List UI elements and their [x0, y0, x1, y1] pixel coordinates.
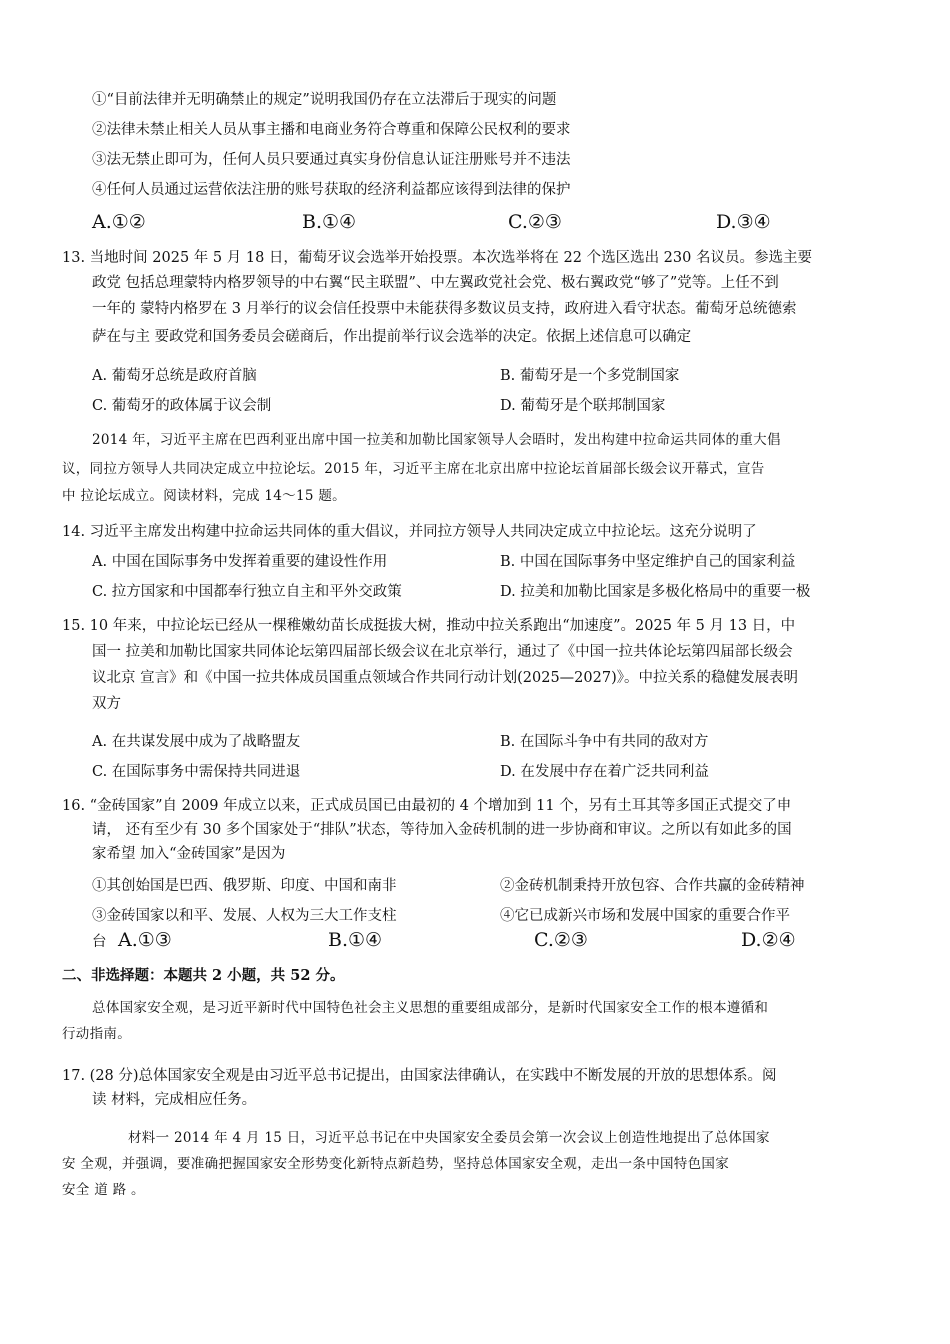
q17-stem-line-2: 读 材料，完成相应任务。 [92, 1092, 257, 1108]
q15-stem-line-1: 15. 10 年来，中拉论坛已经从一棵稚嫩幼苗长成挺拔大树，推动中拉关系跑出“加速度”。2025 年 5 月 13 日，中 [62, 618, 796, 634]
q17-material-1-line-1: 材料一 2014 年 4 月 15 日，习近平总书记在中央国家安全委员会第一次会议上创造性地提出了总体国家 [128, 1130, 770, 1146]
q13-stem-line-1: 13. 当地时间 2025 年 5 月 18 日，葡萄牙议会选举开始投票。本次选举将在 22 个选区选出 230 名议员。参选主要 [62, 250, 812, 266]
q13-stem-line-3: 一年的 蒙特内格罗在 3 月举行的议会信任投票中未能获得多数议员支持，政府进入看守状态。葡萄牙总统德索 [92, 301, 797, 317]
q12-statement-3: ③法无禁止即可为，任何人员只要通过真实身份信息认证注册账号并不违法 [92, 152, 571, 168]
q12-statement-1: ①“目前法律并无明确禁止的规定”说明我国仍存在立法滞后于现实的问题 [92, 92, 557, 108]
q14-option-b[interactable]: B. 中国在国际事务中坚定维护自己的国家利益 [500, 554, 796, 570]
material-14-15-line-3: 中 拉论坛成立。阅读材料，完成 14～15 题。 [62, 488, 346, 504]
section-2-intro-line-2: 行动指南。 [62, 1026, 131, 1042]
q16-statement-4: ④它已成新兴市场和发展中国家的重要合作平 [500, 908, 790, 924]
q13-option-d[interactable]: D. 葡萄牙是个联邦制国家 [500, 398, 666, 414]
q15-stem-line-3: 议北京 宣言》和《中国一拉共体成员国重点领域合作共同行动计划(2025—2027)》。中拉关系的稳健发展表明 [92, 670, 798, 686]
q15-stem-line-4: 双方 [92, 696, 121, 712]
q12-option-c[interactable]: C.②③ [508, 211, 562, 233]
q12-statement-2: ②法律未禁止相关人员从事主播和电商业务符合尊重和保障公民权利的要求 [92, 122, 571, 138]
q16-option-a[interactable]: A.①③ [118, 929, 172, 951]
q16-stem-line-3: 家希望 加入“金砖国家”是因为 [92, 846, 286, 862]
q15-stem-line-2: 国一 拉美和加勒比国家共同体论坛第四届部长级会议在北京举行，通过了《中国一拉共体论坛第四届部长级会 [92, 644, 793, 660]
q15-option-c[interactable]: C. 在国际事务中需保持共同进退 [92, 764, 301, 780]
q15-option-d[interactable]: D. 在发展中存在着广泛共同利益 [500, 764, 709, 780]
q17-material-1-line-3: 安全 道 路 。 [62, 1182, 145, 1198]
q16-option-d[interactable]: D.②④ [741, 929, 796, 951]
q16-option-b[interactable]: B.①④ [328, 929, 383, 951]
material-14-15-line-2: 议，同拉方领导人共同决定成立中拉论坛。2015 年，习近平主席在北京出席中拉论坛首届部长级会议开幕式，宣告 [62, 461, 765, 477]
q13-stem-line-4: 萨在与主 要政党和国务委员会磋商后，作出提前举行议会选举的决定。依据上述信息可以确定 [92, 329, 692, 345]
q15-option-a[interactable]: A. 在共谋发展中成为了战略盟友 [92, 734, 301, 750]
q12-option-a[interactable]: A.①② [92, 211, 146, 233]
q13-option-c[interactable]: C. 葡萄牙的政体属于议会制 [92, 398, 272, 414]
section-2-title: 二、非选择题：本题共 2 小题，共 52 分。 [62, 967, 345, 984]
q14-option-c[interactable]: C. 拉方国家和中国都奉行独立自主和平外交政策 [92, 584, 402, 600]
q17-stem-line-1: 17. (28 分)总体国家安全观是由习近平总书记提出，由国家法律确认，在实践中不断发展的开放的思想体系。阅 [62, 1068, 777, 1084]
material-14-15-line-1: 2014 年，习近平主席在巴西利亚出席中国一拉美和加勒比国家领导人会晤时，发出构建中拉命运共同体的重大倡 [92, 432, 781, 448]
q17-material-1-line-2: 安 全观，并强调，要准确把握国家安全形势变化新特点新趋势，坚持总体国家安全观，走出一条中国特色国家 [62, 1156, 729, 1172]
q16-statement-4-continued: 台 [92, 934, 107, 950]
q13-option-a[interactable]: A. 葡萄牙总统是政府首脑 [92, 368, 257, 384]
section-2-intro-line-1: 总体国家安全观，是习近平新时代中国特色社会主义思想的重要组成部分，是新时代国家安全工作的根本遵循和 [92, 1000, 769, 1016]
q12-option-d[interactable]: D.③④ [716, 211, 771, 233]
q16-option-c[interactable]: C.②③ [534, 929, 588, 951]
q16-stem-line-1: 16. “金砖国家”自 2009 年成立以来，正式成员国已由最初的 4 个增加到 11 个，另有土耳其等多国正式提交了申 [62, 798, 792, 814]
q13-option-b[interactable]: B. 葡萄牙是一个多党制国家 [500, 368, 680, 384]
q12-option-b[interactable]: B.①④ [302, 211, 357, 233]
q16-statement-3: ③金砖国家以和平、发展、人权为三大工作支柱 [92, 908, 397, 924]
q12-statement-4: ④任何人员通过运营依法注册的账号获取的经济利益都应该得到法律的保护 [92, 182, 571, 198]
q14-option-a[interactable]: A. 中国在国际事务中发挥着重要的建设性作用 [92, 554, 388, 570]
q16-statement-2: ②金砖机制秉持开放包容、合作共赢的金砖精神 [500, 878, 805, 894]
q14-option-d[interactable]: D. 拉美和加勒比国家是多极化格局中的重要一极 [500, 584, 811, 600]
q16-statement-1: ①其创始国是巴西、俄罗斯、印度、中国和南非 [92, 878, 397, 894]
q13-stem-line-2: 政党 包括总理蒙特内格罗领导的中右翼“民主联盟”、中左翼政党社会党、极右翼政党“够了”党等。上任不到 [92, 275, 779, 291]
q16-stem-line-2: 请， 还有至少有 30 多个国家处于“排队”状态，等待加入金砖机制的进一步协商和审议。之所以有如此多的国 [92, 822, 792, 838]
q14-stem: 14. 习近平主席发出构建中拉命运共同体的重大倡议，并同拉方领导人共同决定成立中拉论坛。这充分说明了 [62, 524, 757, 540]
q15-option-b[interactable]: B. 在国际斗争中有共同的敌对方 [500, 734, 709, 750]
